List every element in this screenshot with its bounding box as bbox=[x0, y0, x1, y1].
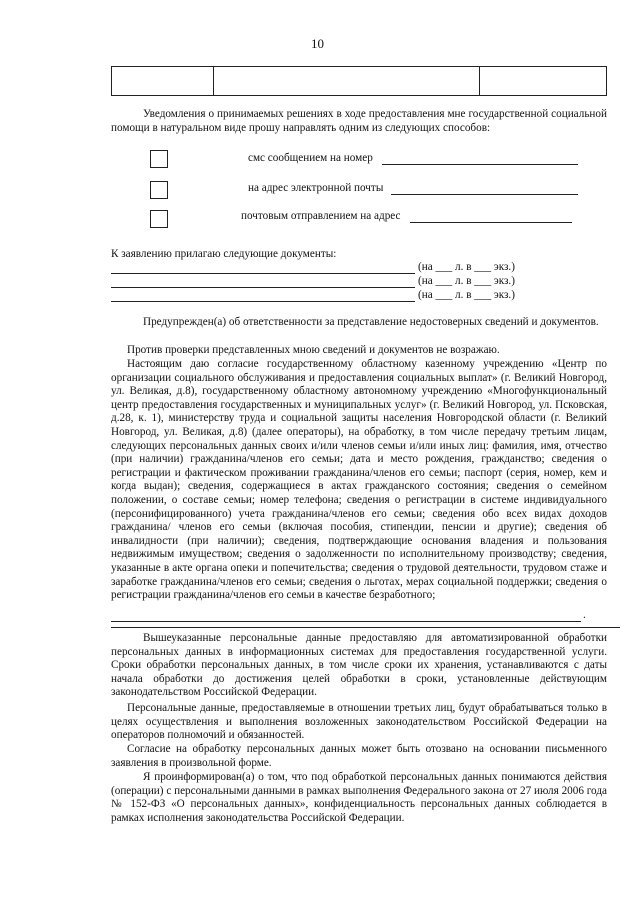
informed-paragraph: Я проинформирован(а) о том, что под обработкой персональных данных понимаются действия (операции) с персональными данными в рамках выполнения Федерального закона от 27 июля 2006 года № 152-ФЗ «О персональных данных», конфиденциальность персональных данных соблюдается в рамках исполнения законодательства Российской Федерации. bbox=[111, 771, 607, 824]
table-cell bbox=[480, 67, 607, 96]
notification-intro: Уведомления о принимаемых решениях в ходе предоставления мне государственной социальной помощи в натуральном виде прошу направлять одним из следующих способов: bbox=[111, 108, 607, 134]
header-table bbox=[111, 66, 607, 96]
phone-number-field[interactable] bbox=[382, 164, 578, 165]
document-note-3: (на ___ л. в ___ экз.) bbox=[418, 289, 515, 301]
consent-end-dot: . bbox=[583, 609, 586, 621]
separator-line bbox=[111, 627, 620, 628]
processing-paragraph: Вышеуказанные персональные данные предоставляю для автоматизированной обработки персональных данных в информационных системах для предоставления государственной услуги. Сроки обработки персональных данных, в том числе сроки их хранения, устанавливаются с даты начала обработки до достижения целей обработки в сроки, установленные действующим законодательством Российской Федерации. bbox=[111, 632, 607, 699]
sms-option-label: смс сообщением на номер bbox=[248, 152, 373, 164]
email-checkbox[interactable] bbox=[150, 181, 168, 199]
document-note-1: (на ___ л. в ___ экз.) bbox=[418, 261, 515, 273]
revocation-paragraph: Согласие на обработку персональных данных может быть отозвано на основании письменного заявления в произвольной форме. bbox=[111, 743, 607, 769]
table-cell bbox=[112, 67, 214, 96]
email-address-field[interactable] bbox=[391, 194, 578, 195]
document-line-3[interactable] bbox=[111, 301, 415, 302]
post-option-label: почтовым отправлением на адрес bbox=[241, 210, 401, 222]
third-parties-paragraph: Персональные данные, предоставляемые в отношении третьих лиц, будут обрабатываться только в целях осуществления и выполнения возложенных законодательством Российской Федерации на операторов полномочий и обязанностей. bbox=[111, 702, 607, 742]
consent-fill-line[interactable] bbox=[111, 621, 581, 622]
document-line-2[interactable] bbox=[111, 287, 415, 288]
documents-intro: К заявлению прилагаю следующие документы: bbox=[111, 248, 337, 260]
sms-checkbox[interactable] bbox=[150, 150, 168, 168]
consent-paragraph: Настоящим даю согласие государственному областному казенному учреждению «Центр по организации социального обслуживания и предоставления социальных выплат» (г. Великий Новгород, ул. Великая, д.8), государственному областному автономному учреждению «Многофункциональный центр предоставления государственных и муниципальных услуг» (г. Великий Новгород, ул. Псковская, д.28, к. 1), министерству труда и социальной защиты населения Новгородской области (г. Великий Новгород, ул. Великая, д.8) (далее операторы), на обработку, в том числе передачу третьим лицам, следующих персональных данных своих и/или членов семьи и/или иных лиц: фамилия, имя, отчество (при наличии) гражданина/членов его семьи; дата и место рождения, гражданство; сведения о регистрации и фактическом проживании гражданина/членов его семьи; паспорт (серия, номер, кем и когда выдан); сведения, содержащиеся в актах гражданского состояния; сведения о семейном положении, о составе семьи; номер телефона; сведения о регистрации в системе индивидуального (персонифицированного) учета гражданина/членов его семьи; сведения обо всех видах доходов гражданина/ членов его семьи (включая пособия, стипендии, пенсии и другие); сведения об инвалидности (при наличии); сведения, подтверждающие основания владения и пользования недвижимым имуществом; сведения о задолженности по исполнительному производству; сведения, указанные в акте органа опеки и попечительства; сведения о трудовой деятельности, трудовом стаже и заработке гражданина/членов его семьи; сведения о льготах, мерах социальной поддержки; сведения о регистрации гражданина/членов его семьи в качестве безработного; bbox=[111, 358, 607, 602]
no-objection-statement: Против проверки представленных мною сведений и документов не возражаю. bbox=[127, 344, 500, 356]
document-note-2: (на ___ л. в ___ экз.) bbox=[418, 275, 515, 287]
post-checkbox[interactable] bbox=[150, 210, 168, 228]
email-option-label: на адрес электронной почты bbox=[248, 182, 384, 194]
postal-address-field[interactable] bbox=[410, 222, 572, 223]
table-cell bbox=[214, 67, 480, 96]
document-line-1[interactable] bbox=[111, 273, 415, 274]
liability-warning: Предупрежден(а) об ответственности за представление недостоверных сведений и документов. bbox=[143, 316, 599, 328]
page-number: 10 bbox=[311, 36, 324, 51]
